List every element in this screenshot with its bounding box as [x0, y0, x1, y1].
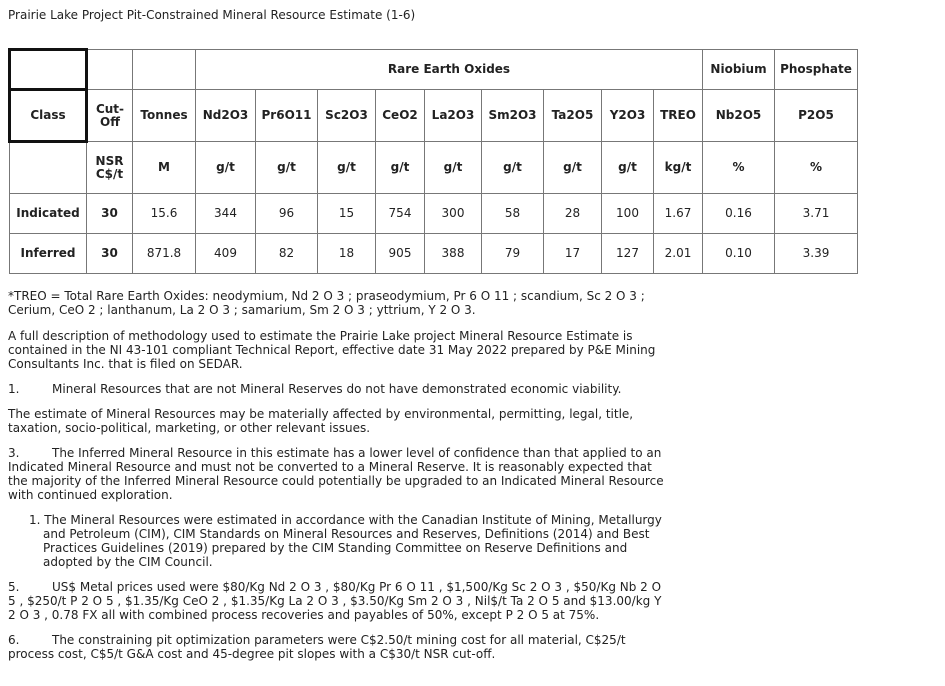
column-header: Class — [10, 90, 87, 142]
unit-cell: g/t — [425, 142, 482, 194]
note-text: The Inferred Mineral Resource in this estimate has a lower level of confidence than that applied to an Indicated Mineral Resource and must not be converted to a Mineral Reserve. It is reasonably expected that the majority of the Inferred Mineral Resource could potentially be upgraded to an Indicated Mineral Resource with continued exploration. — [8, 446, 664, 502]
unit-cell: g/t — [544, 142, 602, 194]
note-number: 1. — [29, 513, 41, 527]
unit-cell: g/t — [196, 142, 256, 194]
table-cell: 58 — [482, 194, 544, 234]
note-3 — [8, 446, 668, 502]
group-header-rare-earth-oxides: Rare Earth Oxides — [196, 50, 703, 90]
unit-cell — [10, 142, 87, 194]
group-header-phosphate: Phosphate — [775, 50, 858, 90]
treo-footnote: *TREO = Total Rare Earth Oxides: neodymium, Nd 2 O 3 ; praseodymium, Pr 6 O 11 ; scandium, Sc 2 O 3 ; Cerium, CeO 2 ; lanthanum, La 2 O 3 ; samarium, Sm 2 O 3 ; yttrium, Y 2 O 3. — [8, 289, 645, 317]
unit-cell: g/t — [256, 142, 318, 194]
table-cell: 0.16 — [703, 194, 775, 234]
table-cell: 754 — [376, 194, 425, 234]
note-number: 6. — [8, 633, 20, 647]
table-cell: 30 — [87, 234, 133, 274]
resource-table — [8, 48, 858, 274]
note-6 — [8, 633, 668, 661]
column-header: La2O3 — [425, 90, 482, 142]
note-number: 5. — [8, 580, 20, 594]
table-cell: 3.71 — [775, 194, 858, 234]
table-row — [10, 194, 858, 234]
unit-cell: g/t — [602, 142, 654, 194]
column-header: TREO — [654, 90, 703, 142]
column-header: Tonnes — [133, 90, 196, 142]
page-title: Prairie Lake Project Pit-Constrained Mineral Resource Estimate (1-6) — [8, 8, 416, 22]
column-header: Nd2O3 — [196, 90, 256, 142]
note-text: The Mineral Resources were estimated in accordance with the Canadian Institute of Mining, Metallurgy and Petroleum (CIM), CIM Standards on Mineral Resources and Reserves, Definitions (2014) and Best Practices Guidelines (2019) prepared by the CIM Standing Committee on Reserve Definitions and adopted by the CIM Council. — [43, 513, 662, 569]
table-cell: 30 — [87, 194, 133, 234]
table-cell: 82 — [256, 234, 318, 274]
column-header: Pr6O11 — [256, 90, 318, 142]
table-cell: 15 — [318, 194, 376, 234]
blank-header-cell — [87, 50, 133, 90]
unit-cell: M — [133, 142, 196, 194]
column-header-row — [10, 90, 858, 142]
table-cell: 1.67 — [654, 194, 703, 234]
table-cell: 388 — [425, 234, 482, 274]
table-cell: 18 — [318, 234, 376, 274]
unit-cell: g/t — [482, 142, 544, 194]
table-cell: 100 — [602, 194, 654, 234]
table-cell: 15.6 — [133, 194, 196, 234]
table-cell: 96 — [256, 194, 318, 234]
group-header-row — [10, 50, 858, 90]
table-cell: 3.39 — [775, 234, 858, 274]
column-header: Ta2O5 — [544, 90, 602, 142]
table-cell: 79 — [482, 234, 544, 274]
note-text: Mineral Resources that are not Mineral Reserves do not have demonstrated economic viability. — [52, 382, 622, 396]
column-header: P2O5 — [775, 90, 858, 142]
column-header: Sm2O3 — [482, 90, 544, 142]
units-row — [10, 142, 858, 194]
table-cell: 871.8 — [133, 234, 196, 274]
blank-header-cell — [10, 50, 87, 90]
table-cell: 17 — [544, 234, 602, 274]
table-cell: 28 — [544, 194, 602, 234]
column-header: Sc2O3 — [318, 90, 376, 142]
table-cell: 2.01 — [654, 234, 703, 274]
note-1 — [8, 382, 668, 396]
table-row — [10, 234, 858, 274]
table-cell: 0.10 — [703, 234, 775, 274]
methodology-note: A full description of methodology used to estimate the Prairie Lake project Mineral Resource Estimate is contained in the NI 43-101 compliant Technical Report, effective date 31 May 2022 prepared by P&E Mining Consultants Inc. that is filed on SEDAR. — [8, 329, 656, 371]
column-header: Cut-Off — [87, 90, 133, 142]
note-number: 3. — [8, 446, 20, 460]
note-text: The constraining pit optimization parameters were C$2.50/t mining cost for all material, C$25/t process cost, C$5/t G&A cost and 45-degree pit slopes with a C$30/t NSR cut-off. — [8, 633, 626, 661]
table-cell: 905 — [376, 234, 425, 274]
note-2: The estimate of Mineral Resources may be materially affected by environmental, permitting, legal, title, taxation, socio-political, marketing, or other relevant issues. — [8, 407, 634, 435]
table-cell-class: Indicated — [10, 194, 87, 234]
table-cell: 300 — [425, 194, 482, 234]
notes-section — [8, 289, 668, 661]
unit-cell: % — [703, 142, 775, 194]
group-header-niobium: Niobium — [703, 50, 775, 90]
unit-cell: g/t — [376, 142, 425, 194]
blank-header-cell — [133, 50, 196, 90]
unit-cell: kg/t — [654, 142, 703, 194]
note-4 — [8, 513, 668, 569]
unit-cell: % — [775, 142, 858, 194]
column-header: Y2O3 — [602, 90, 654, 142]
column-header: Nb2O5 — [703, 90, 775, 142]
table-cell: 344 — [196, 194, 256, 234]
table-cell: 409 — [196, 234, 256, 274]
table-cell-class: Inferred — [10, 234, 87, 274]
unit-cell: NSR C$/t — [87, 142, 133, 194]
table-cell: 127 — [602, 234, 654, 274]
column-header: CeO2 — [376, 90, 425, 142]
note-number: 1. — [8, 382, 20, 396]
note-text: US$ Metal prices used were $80/Kg Nd 2 O 3 , $80/Kg Pr 6 O 11 , $1,500/Kg Sc 2 O 3 , $50/Kg Nb 2 O 5 , $250/t P 2 O 5 , $1.35/Kg CeO 2 , $1.35/Kg La 2 O 3 , $3.50/Kg Sm 2 O 3 , Nil$/t Ta 2 O 5 and $13.00/kg Y 2 O 3 , 0.78 FX all with combined process recoveries and payables of 50%, except P 2 O 5 at 75%. — [8, 580, 662, 622]
unit-cell: g/t — [318, 142, 376, 194]
note-5 — [8, 580, 668, 622]
